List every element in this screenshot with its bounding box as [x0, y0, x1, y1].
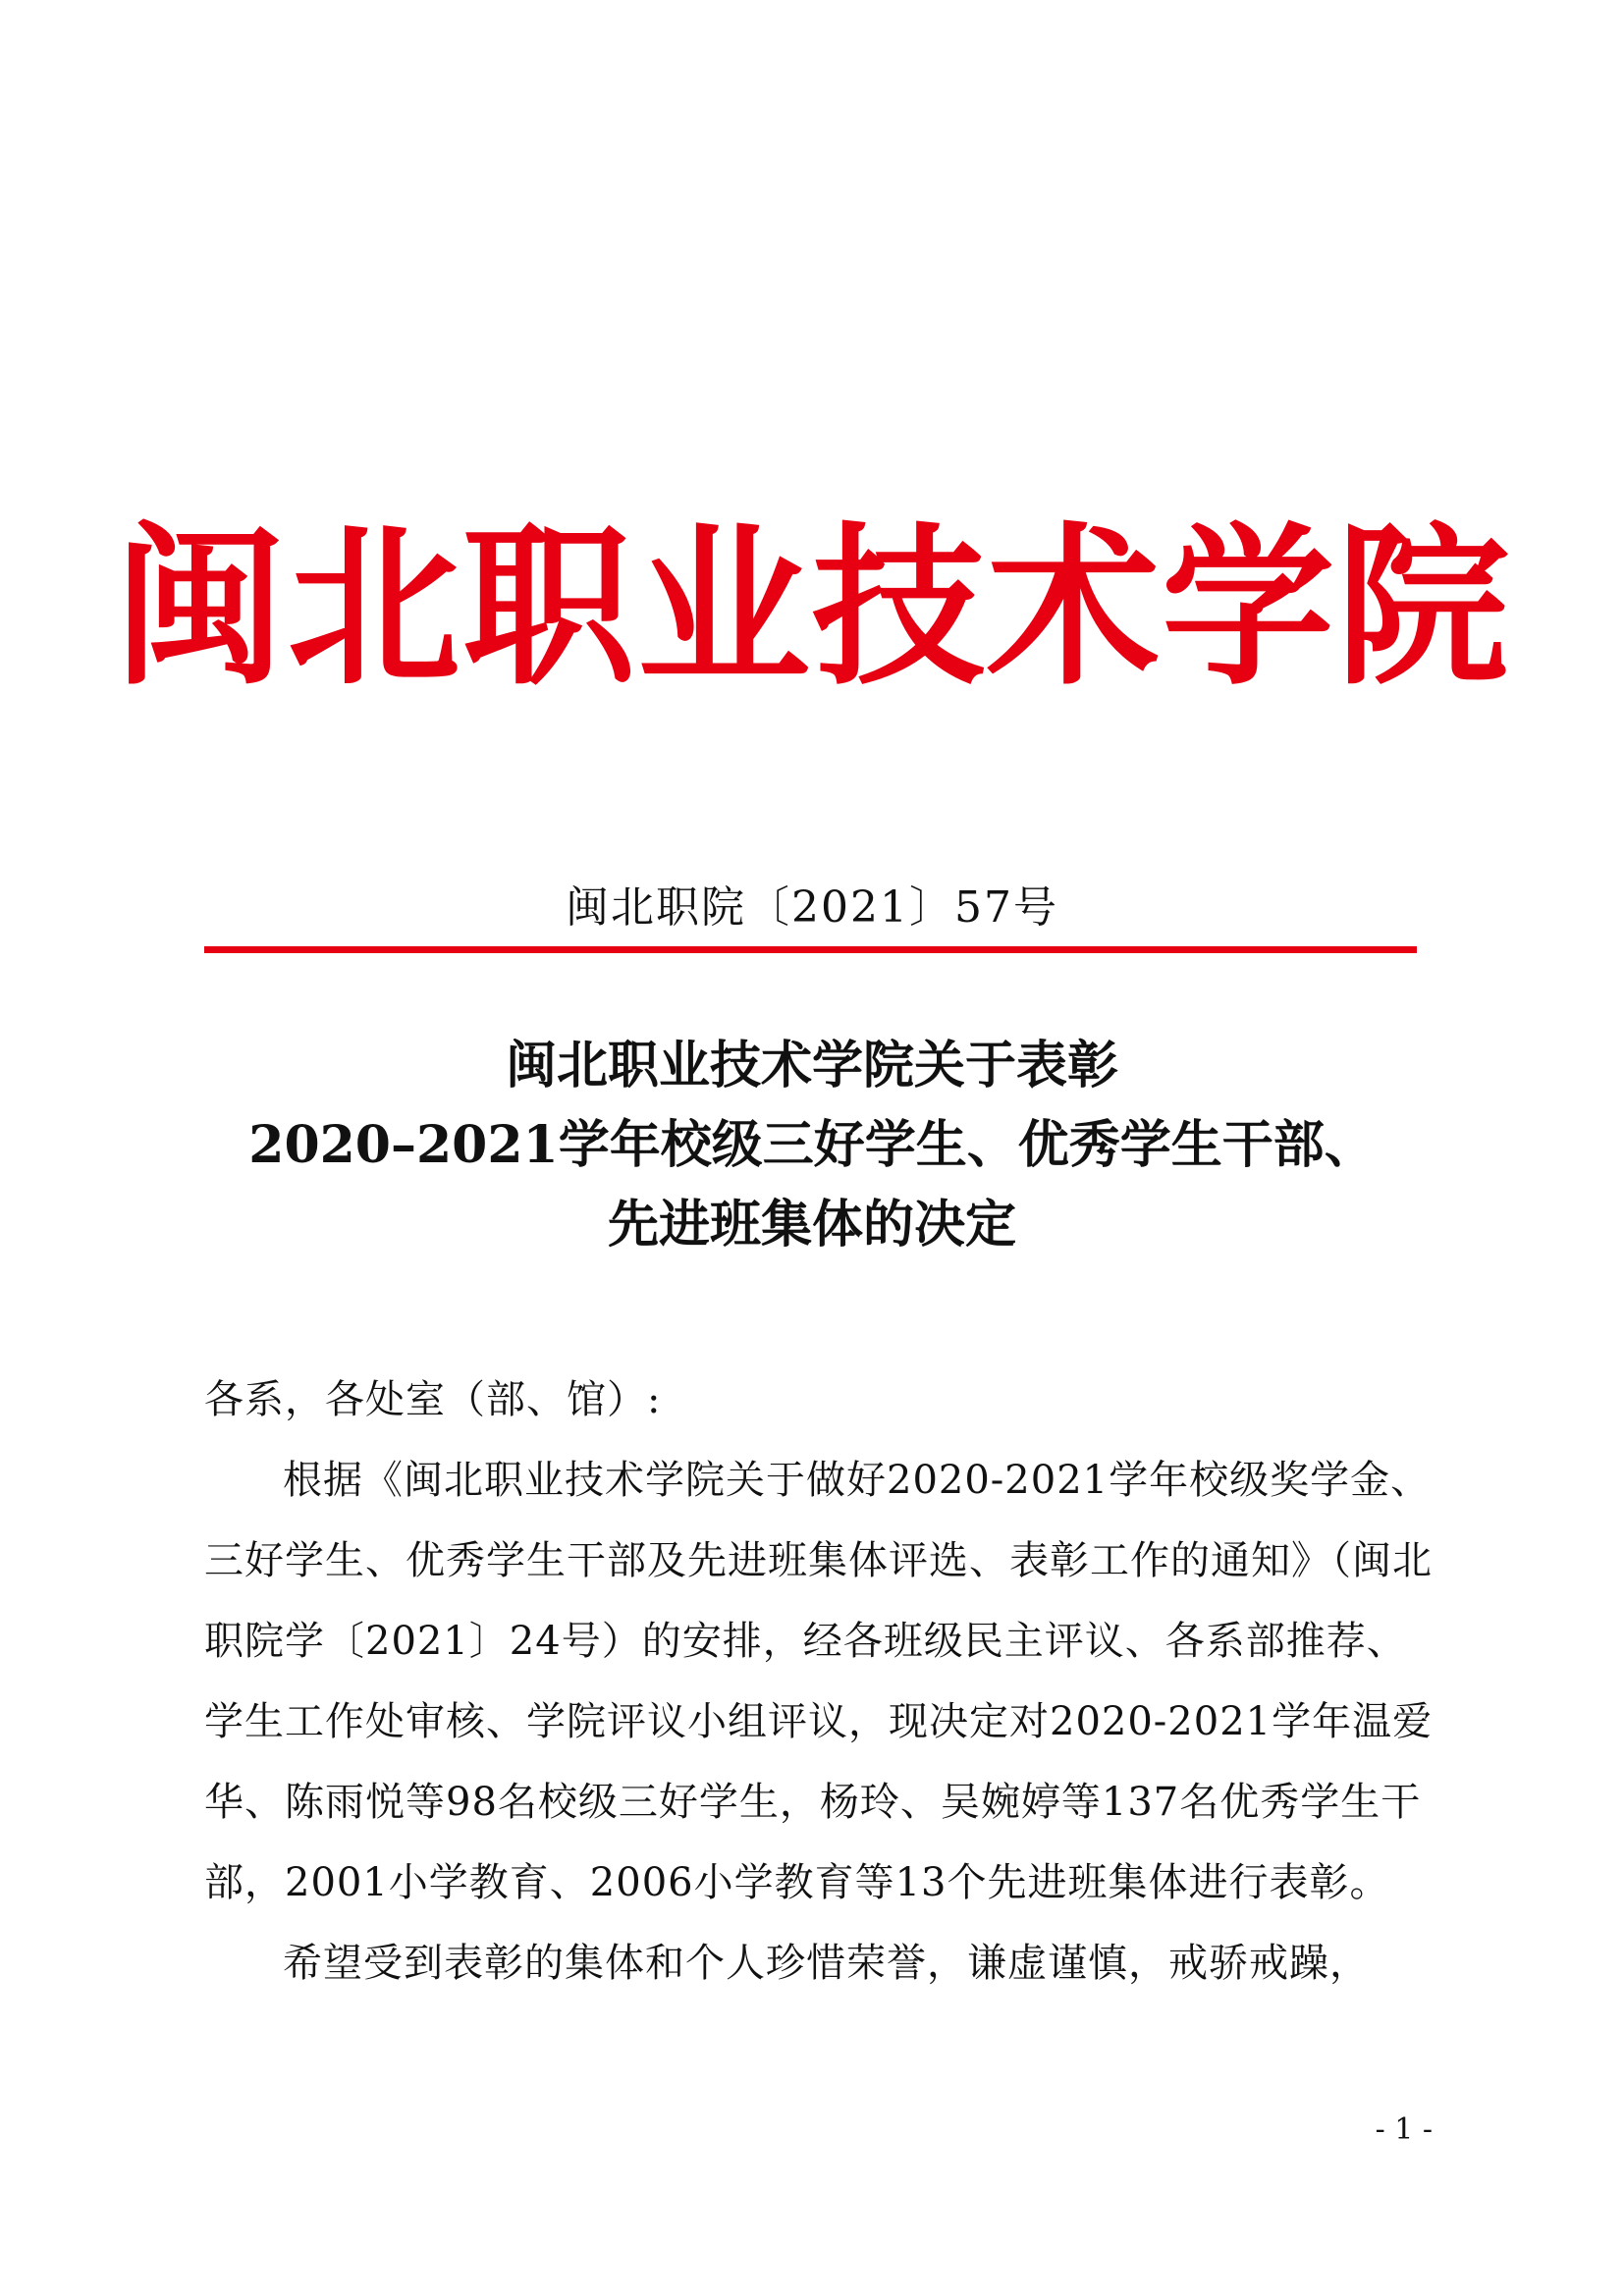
title-line-2: 2020–2021学年校级三好学生、优秀学生干部、 — [248, 1115, 1376, 1175]
page-number: - 1 - — [1375, 2112, 1433, 2147]
title-line-1: 闽北职业技术学院关于表彰 — [505, 1036, 1118, 1095]
red-divider-line — [204, 946, 1417, 953]
document-body — [204, 1360, 1434, 2003]
title-line-3: 先进班集体的决定 — [607, 1195, 1016, 1255]
document-title — [147, 1026, 1477, 1264]
document-number: 闽北职院〔2021〕57号 — [566, 882, 1058, 933]
institution-masthead: 闽北职业技术学院 — [112, 507, 1511, 709]
body-paragraph: 希望受到表彰的集体和个人珍惜荣誉，谦虚谨慎，戒骄戒躁， — [283, 1941, 1370, 1986]
body-paragraph: 根据《闽北职业技术学院关于做好2020-2021学年校级奖学金、三好学生、优秀学生干部及先进班集体评选、表彰工作的通知》（闽北职院学〔2021〕24号）的安排，经各班级民主评议、各系部推荐、学生工作处审核、学院评议小组评议，现决定对2020-2021学年温爱华、陈雨悦等98名校级三好学生，杨玲、吴婉婷等137名优秀学生干部，2001小学教育、2006小学教育等13个先进班集体进行表彰。 — [204, 1458, 1434, 1905]
salutation: 各系，各处室（部、馆）: — [204, 1377, 662, 1422]
